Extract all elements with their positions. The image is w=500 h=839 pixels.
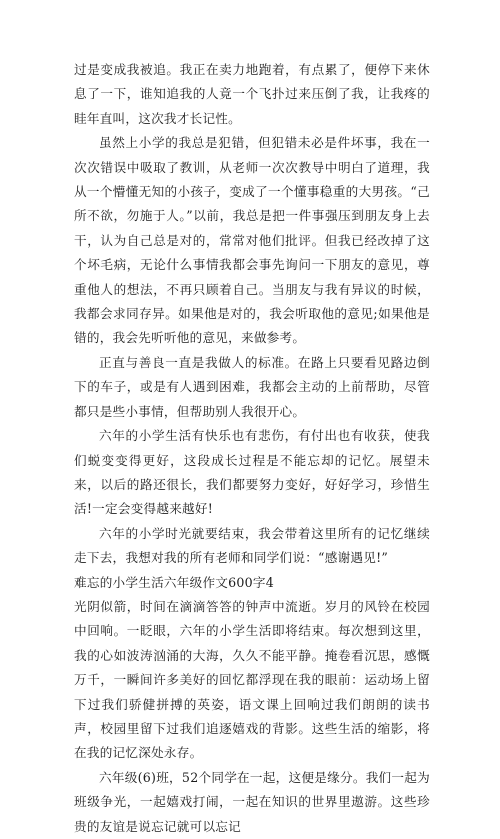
paragraph-5: 六年的小学时光就要结束，我会带着这里所有的记忆继续走下去，我想对我的所有老师和同学们说：“感谢遇见!” (74, 525, 430, 566)
paragraph-3: 正直与善良一直是我做人的标准。在路上只要看见路边倒下的车子，或是有人遇到困难，我都会主动的上前帮助，尽管都只是些小事情，但帮助别人我很开心。 (74, 354, 430, 419)
paragraph-2: 虽然上小学的我总是犯错，但犯错未必是件坏事，我在一次次错误中吸取了教训，从老师一次次教导中明白了道理，我从一个懵懂无知的小孩子，变成了一个懂事稳重的大男孩。“己所不欲，勿施于人。”以前，我总是把一件事强压到朋友身上去干，认为自己总是对的，常常对他们批评。但我已经改掉了这个坏毛病，无论什么事情我都会事先询问一下朋友的意见，尊重他人的想法，不再只顾着自己。当朋友与我有异议的时候，我都会求同存异。如果他是对的，我会听取他的意见;如果他是错的，我会先听听他的意见，来做参考。 (74, 135, 430, 346)
document-body (74, 58, 430, 839)
article-heading: 难忘的小学生活六年级作文600字4 (74, 574, 275, 590)
paragraph-4: 六年的小学生活有快乐也有悲伤，有付出也有收获，使我们蜕变变得更好，这段成长过程是不能忘却的记忆。展望未来，以后的路还很长，我们都要努力变好，好好学习，珍惜生活!一定会变得越来越好! (74, 428, 430, 517)
paragraph-1: 过是变成我被追。我正在卖力地跑着，有点累了，便停下来休息了一下，谁知追我的人竟一个飞扑过来压倒了我，让我疼的眭年直叫，这次我才长记性。 (74, 62, 430, 126)
paragraph-7: 六年级(6)班，52个同学在一起，这便是缘分。我们一起为班级争光，一起嬉戏打闹，一起在知识的世界里遨游。这些珍贵的友谊是说忘记就可以忘记 (74, 769, 430, 834)
paragraph-6: 光阴似箭，时间在滴滴答答的钟声中流逝。岁月的风铃在校园中回响。一眨眼，六年的小学生活即将结束。每次想到这里，我的心如波涛汹涌的大海，久久不能平静。掩卷看沉思，感慨万千，一瞬间许多美好的回忆都浮现在我的眼前：运动场上留下过我们骄健拼搏的英姿，语文课上回响过我们朗朗的读书声，校园里留下过我们追逐嬉戏的背影。这些生活的缩影，将在我的记忆深处永存。 (74, 598, 430, 761)
